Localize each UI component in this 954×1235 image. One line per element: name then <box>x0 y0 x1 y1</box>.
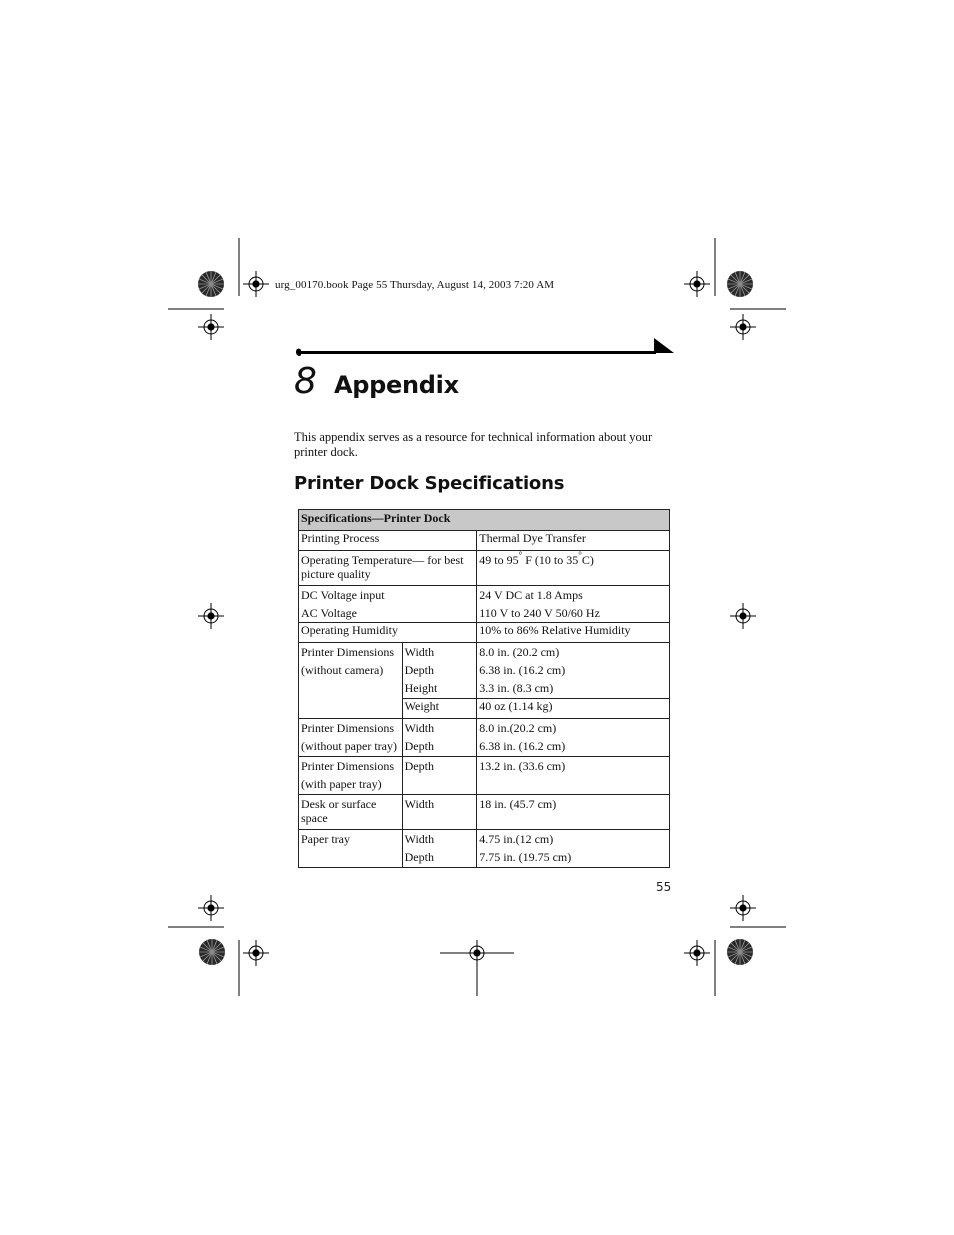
temp-end: C) <box>581 553 594 567</box>
dim-label: Width <box>402 795 477 830</box>
dim-label: Width <box>404 832 435 846</box>
degree-symbol: ° <box>518 550 523 560</box>
dim-label: Depth <box>404 739 434 753</box>
dim-value: 40 oz (1.14 kg) <box>477 699 670 719</box>
table-row <box>299 719 670 757</box>
spec-value <box>477 551 670 586</box>
dim-value: 18 in. (45.7 cm) <box>477 795 670 830</box>
temp-low: 49 to 95 <box>479 553 519 567</box>
table-row <box>299 531 670 551</box>
specifications-table <box>298 509 670 868</box>
dim-value: 6.38 in. (16.2 cm) <box>479 663 566 677</box>
dim-label: Depth <box>404 663 434 677</box>
table-row <box>299 757 670 795</box>
dim-label: Width <box>404 721 435 735</box>
table-row <box>299 643 670 699</box>
page-number: 55 <box>656 880 672 894</box>
intro-paragraph: This appendix serves as a resource for technical information about your printer dock. <box>294 430 653 459</box>
spec-label: Printer Dimensions <box>301 759 394 773</box>
dim-label: Height <box>404 681 438 695</box>
spec-label: Operating Temperature— for best picture quality <box>299 551 477 586</box>
spec-label: (with paper tray) <box>301 777 382 791</box>
dim-value: 13.2 in. (33.6 cm) <box>477 757 670 795</box>
spec-value: 10% to 86% Relative Humidity <box>477 623 670 643</box>
spec-label: AC Voltage <box>301 606 357 620</box>
table-row <box>299 586 670 623</box>
table-row <box>299 623 670 643</box>
chapter-rule-arrow <box>296 338 676 360</box>
dim-value: 3.3 in. (8.3 cm) <box>479 681 554 695</box>
chapter-title: Appendix <box>334 371 459 399</box>
spec-label: Operating Humidity <box>299 623 477 643</box>
table-row <box>299 551 670 586</box>
dim-value: 7.75 in. (19.75 cm) <box>479 850 572 864</box>
spec-value: Thermal Dye Transfer <box>477 531 670 551</box>
dim-label: Depth <box>402 757 477 795</box>
book-header-slug: urg_00170.book Page 55 Thursday, August 14, 2003 7:20 AM <box>275 279 555 291</box>
spec-value: 110 V to 240 V 50/60 Hz <box>479 606 600 620</box>
spec-label: (without paper tray) <box>301 739 397 753</box>
spec-label: Printer Dimensions <box>301 645 394 659</box>
spec-label: (without camera) <box>301 663 384 677</box>
spec-label: DC Voltage input <box>301 588 385 602</box>
dim-value: 6.38 in. (16.2 cm) <box>479 739 566 753</box>
temp-mid: F (10 to 35 <box>522 553 579 567</box>
section-title: Printer Dock Specifications <box>294 473 565 494</box>
spec-label: Desk or surface space <box>299 795 403 830</box>
table-row <box>299 795 670 830</box>
dim-label: Width <box>404 645 435 659</box>
dim-value: 8.0 in.(20.2 cm) <box>479 721 557 735</box>
spec-label: Printing Process <box>299 531 477 551</box>
table-header: Specifications—Printer Dock <box>299 510 670 531</box>
table-header-row <box>299 510 670 531</box>
dim-value: 8.0 in. (20.2 cm) <box>479 645 560 659</box>
degree-symbol: ° <box>578 550 582 560</box>
chapter-number: 8 <box>294 361 317 402</box>
spec-label: Printer Dimensions <box>301 721 394 735</box>
dim-value: 4.75 in.(12 cm) <box>479 832 554 846</box>
spec-value: 24 V DC at 1.8 Amps <box>479 588 583 602</box>
table-row <box>299 830 670 868</box>
dim-label: Weight <box>402 699 477 719</box>
spec-label: Paper tray <box>299 830 403 868</box>
dim-label: Depth <box>404 850 434 864</box>
